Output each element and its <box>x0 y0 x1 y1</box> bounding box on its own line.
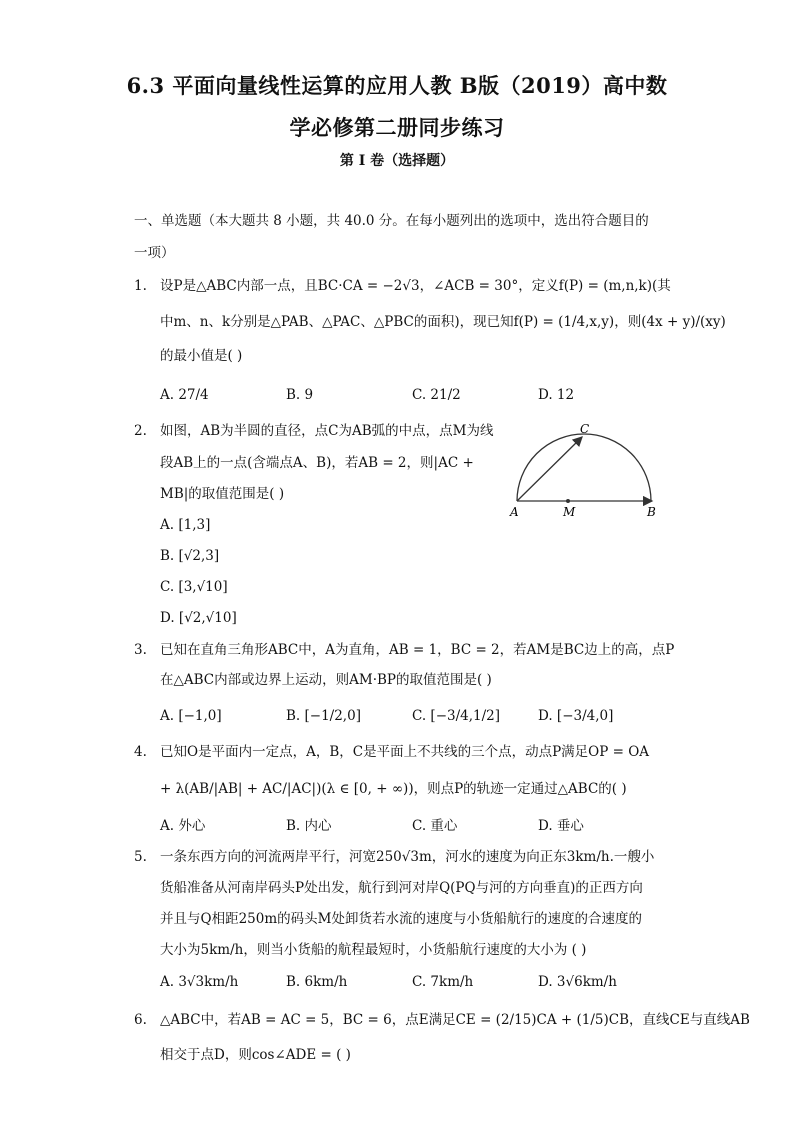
question-3-option-b: B. [−1/2,0] <box>286 708 361 724</box>
question-3-line-2: 在△ABC内部或边界上运动，则AM·BP的取值范围是( ) <box>160 672 492 688</box>
question-1-option-c: C. 21/2 <box>412 387 461 403</box>
question-4-option-b: B. 内心 <box>286 818 332 834</box>
question-1-option-b: B. 9 <box>286 387 314 403</box>
semicircle-figure <box>500 420 670 520</box>
question-4-line-1: 已知O是平面内一定点，A，B，C是平面上不共线的三个点，动点P满足OP = OA <box>160 744 650 760</box>
label-c: C <box>580 422 590 436</box>
question-6-line-2: 相交于点D，则cos∠ADE = ( ) <box>160 1047 351 1063</box>
label-b: B <box>647 505 656 519</box>
section-heading-line-2: 一项） <box>134 245 175 261</box>
question-1-line-1: 设P是△ABC内部一点，且BC·CA = −2√3，∠ACB = 30°，定义f(P) = (m,n,k)(其 <box>160 278 671 294</box>
question-3-option-a: A. [−1,0] <box>160 708 222 724</box>
question-2-option-a: A. [1,3] <box>160 517 211 533</box>
question-5-option-a: A. 3√3km/h <box>160 974 239 990</box>
question-3-number: 3. <box>134 642 147 658</box>
vector-arrow-ac <box>517 437 582 501</box>
section-heading-line-1: 一、单选题（本大题共 8 小题，共 40.0 分。在每小题列出的选项中，选出符合题目的 <box>134 213 649 229</box>
question-5-line-3: 并且与Q相距250m的码头M处卸货若水流的速度与小货船航行的速度的合速度的 <box>160 911 642 927</box>
question-4-line-2: + λ(AB/|AB| + AC/|AC|)(λ ∈ [0, + ∞))，则点P的轨迹一定通过△ABC的( ) <box>160 781 627 797</box>
question-4-option-a: A. 外心 <box>160 818 206 834</box>
question-1-line-3: 的最小值是( ) <box>160 348 243 364</box>
question-3-line-1: 已知在直角三角形ABC中，A为直角，AB = 1，BC = 2，若AM是BC边上的高，点P <box>160 642 675 658</box>
semicircle-arc <box>517 434 651 501</box>
question-5-option-d: D. 3√6km/h <box>538 974 617 990</box>
question-5-option-c: C. 7km/h <box>412 974 474 990</box>
question-2-line-2: 段AB上的一点(含端点A、B)，若AB = 2，则|AC + <box>160 455 474 471</box>
question-5-line-4: 大小为5km/h，则当小货船的航程最短时，小货船航行速度的大小为 ( ) <box>160 942 587 958</box>
question-4-number: 4. <box>134 744 147 760</box>
question-4-option-c: C. 重心 <box>412 818 458 834</box>
question-2-number: 2. <box>134 423 147 439</box>
question-5-line-2: 货船准备从河南岸码头P处出发，航行到河对岸Q(PQ与河的方向垂直)的正西方向 <box>160 880 643 896</box>
title-line-2: 学必修第二册同步练习 <box>289 115 505 140</box>
point-m-dot <box>566 499 570 503</box>
question-3-option-d: D. [−3/4,0] <box>538 708 614 724</box>
question-1-option-d: D. 12 <box>538 387 575 403</box>
question-2-line-3: MB|的取值范围是( ) <box>160 486 285 502</box>
question-2-option-c: C. [3,√10] <box>160 579 228 595</box>
label-m: M <box>563 505 576 519</box>
question-4-option-d: D. 垂心 <box>538 818 584 834</box>
question-6-line-1: △ABC中，若AB = AC = 5，BC = 6，点E满足CE = (2/15)CA + (1/5)CB，直线CE与直线AB <box>160 1012 750 1028</box>
question-6-number: 6. <box>134 1012 147 1028</box>
question-5-option-b: B. 6km/h <box>286 974 348 990</box>
question-1-option-a: A. 27/4 <box>160 387 209 403</box>
question-3-option-c: C. [−3/4,1/2] <box>412 708 501 724</box>
question-5-line-1: 一条东西方向的河流两岸平行，河宽250√3m，河水的速度为向正东3km/h.一艘小 <box>160 849 655 865</box>
question-5-number: 5. <box>134 849 147 865</box>
volume-label: 第 I 卷（选择题） <box>339 153 455 169</box>
question-1-number: 1. <box>134 278 147 294</box>
question-2-option-d: D. [√2,√10] <box>160 610 237 626</box>
question-1-line-2: 中m、n、k分别是△PAB、△PAC、△PBC的面积)，现已知f(P) = (1/4,x,y)，则(4x + y)/(xy) <box>160 314 726 330</box>
title-line-1: 6.3 平面向量线性运算的应用人教 B版（2019）高中数 <box>126 73 668 98</box>
question-2-option-b: B. [√2,3] <box>160 548 220 564</box>
question-2-line-1: 如图，AB为半圆的直径，点C为AB弧的中点，点M为线 <box>160 423 494 439</box>
label-a: A <box>510 505 519 519</box>
